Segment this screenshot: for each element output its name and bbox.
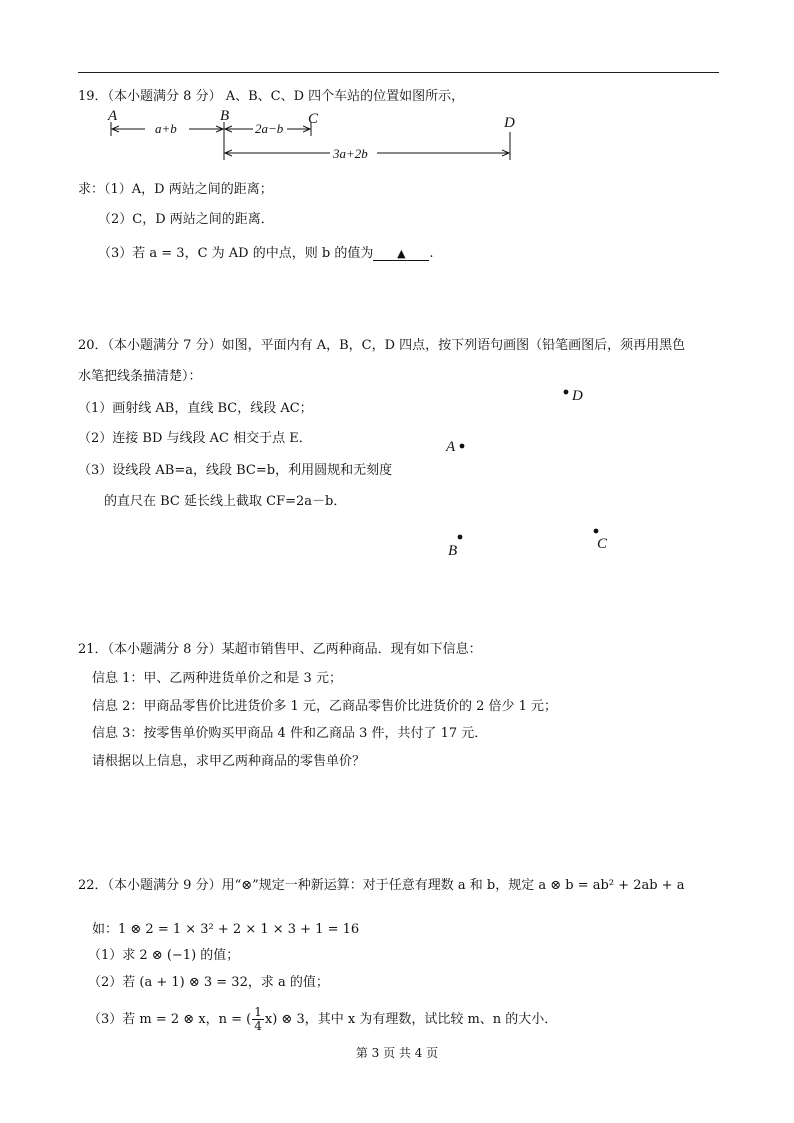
q20-points-figure	[440, 380, 640, 570]
q22-part3-suffix: x) ⊗ 3，其中 x 为有理数，试比较 m、n 的大小．	[264, 1012, 558, 1027]
point-d	[564, 390, 569, 395]
q20-item1: （1）画射线 AB，直线 BC，线段 AC；	[78, 401, 313, 416]
point-c-label: C	[597, 536, 608, 552]
fraction	[252, 1006, 264, 1033]
q19-part3-prefix: （3）若 a = 3，C 为 AD 的中点，则 b 的值为	[98, 246, 374, 261]
point-a-label: A	[446, 439, 456, 455]
q22-part3-prefix: （3）若 m = 2 ⊗ x，n = (	[88, 1012, 252, 1027]
point-c	[594, 529, 599, 534]
q21-line1: 21．（本小题满分 8 分）某超市销售甲、乙两种商品．现有如下信息：	[78, 642, 482, 657]
point-b-label: B	[448, 543, 458, 559]
point-label-d: D	[504, 115, 515, 131]
q19-header: 19．（本小题满分 8 分） A、B、C、D 四个车站的位置如图所示，	[78, 89, 465, 104]
segment-label-bd: 3a+2b	[333, 146, 368, 161]
q19-part3	[98, 242, 433, 261]
q20-item3b: 的直尺在 BC 延长线上截取 CF=2a－b．	[104, 494, 347, 509]
q21-info3: 信息 3：按零售单价购买甲商品 4 件和乙商品 3 件，共付了 17 元．	[92, 726, 488, 741]
point-label-a: A	[108, 108, 118, 124]
q22-part3	[88, 1006, 557, 1033]
segment-label-bc: 2a−b	[255, 121, 284, 136]
point-d-label: D	[572, 388, 583, 404]
q19-part3-suffix: .	[429, 246, 434, 261]
q21-info1: 信息 1：甲、乙两种进货单价之和是 3 元；	[92, 671, 342, 686]
point-label-c: C	[308, 111, 319, 127]
q22-part1: （1）求 2 ⊗ (−1) 的值；	[88, 948, 240, 963]
segment-label-ab: a+b	[155, 121, 177, 136]
q22-part2: （2）若 (a + 1) ⊗ 3 = 32，求 a 的值；	[88, 975, 329, 990]
top-rule	[78, 72, 719, 73]
q21-ask: 请根据以上信息，求甲乙两种商品的零售单价？	[92, 754, 366, 769]
point-label-b: B	[220, 108, 230, 124]
q19-part1: 求：（1）A，D 两站之间的距离；	[78, 182, 273, 197]
q22-line1: 22．（本小题满分 9 分）用“⊗”规定一种新运算：对于任意有理数 a 和 b，规定 a ⊗ b = ab² + 2ab + a	[78, 878, 685, 893]
q20-line2: 水笔把线条描清楚）：	[78, 369, 202, 384]
q19-part2: （2）C，D 两站之间的距离．	[98, 212, 274, 227]
q19-segment-diagram	[105, 108, 525, 168]
page-footer: 第 3 页 共 4 页	[355, 1046, 439, 1060]
q22-example: 如：1 ⊗ 2 = 1 × 3² + 2 × 1 × 3 + 1 = 16	[92, 922, 360, 937]
q20-item3a: （3）设线段 AB=a，线段 BC=b，利用圆规和无刻度	[78, 463, 393, 478]
answer-blank: ▲	[373, 247, 429, 261]
point-a	[460, 444, 465, 449]
q21-info2: 信息 2：甲商品零售价比进货价多 1 元，乙商品零售价比进货价的 2 倍少 1 元；	[92, 699, 558, 714]
fraction-denominator: 4	[254, 1019, 262, 1033]
point-b	[458, 535, 463, 540]
q20-item2: （2）连接 BD 与线段 AC 相交于点 E．	[78, 431, 312, 446]
fraction-numerator: 1	[254, 1005, 262, 1019]
q20-line1: 20．（本小题满分 7 分）如图，平面内有 A，B，C，D 四点，按下列语句画图（铅笔画图后，须再用黑色	[78, 338, 686, 353]
